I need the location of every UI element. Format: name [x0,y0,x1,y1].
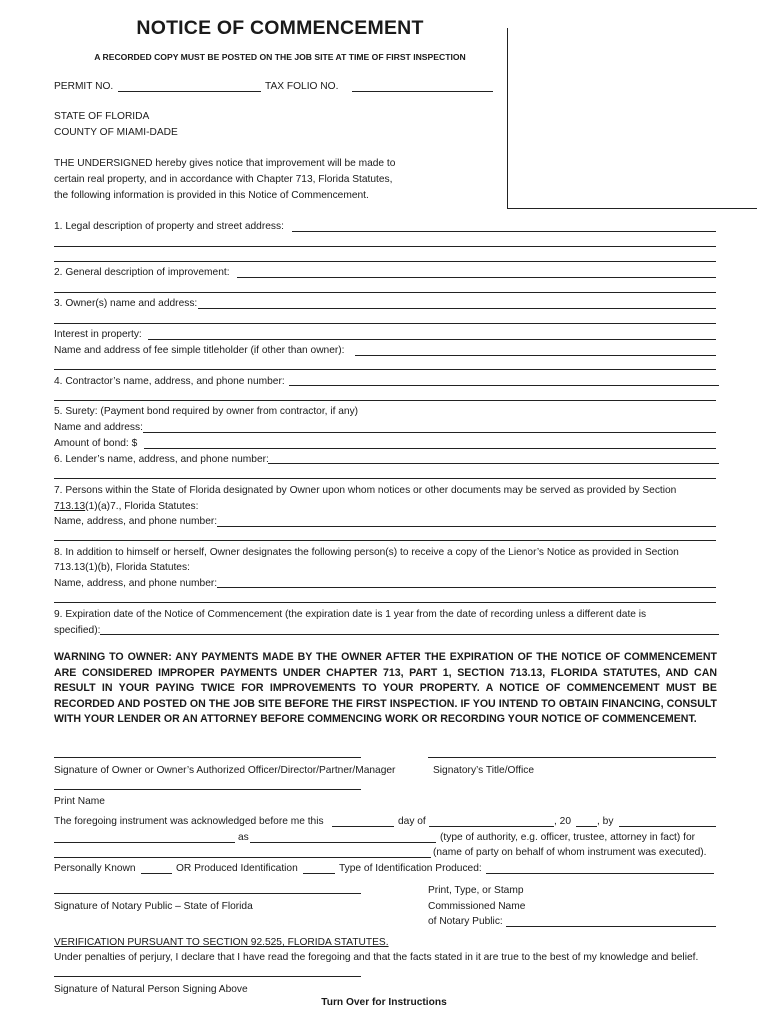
ack-year-field[interactable] [576,826,597,827]
item7-line-1: 7. Persons within the State of Florida designated by Owner upon whom notices or other documents may be served as provided by Section [54,485,677,496]
signatory-title-field[interactable] [428,757,716,758]
item8-field[interactable] [217,587,716,588]
ack-month-field[interactable] [429,826,554,827]
print-stamp-line-1: Print, Type, or Stamp [428,885,524,896]
recording-box-bottom-border [507,208,757,209]
item6-field-line-2[interactable] [54,478,716,479]
item5-amount-label: Amount of bond: $ [54,438,138,449]
fee-simple-field[interactable] [355,355,716,356]
warning-to-owner: WARNING TO OWNER: ANY PAYMENTS MADE BY THE OWNER AFTER THE EXPIRATION OF THE NOTICE OF COMMENCEMENT ARE CONSIDERED IMPROPER PAYMENTS UNDER CHAPTER 713, PART 1, SECTION 713.13, FLORIDA STATUTES, AND CAN RESULT IN YOUR PAYING TWICE FOR IMPROVEMENTS TO YOUR PROPERTY. A NOTICE OF COMMENCEMENT MUST BE RECORDED AND POSTED ON THE JOB SITE BEFORE THE FIRST INSPECTION. IF YOU INTEND TO OBTAIN FINANCING, CONSULT WITH YOUR LENDER OR AN ATTORNEY BEFORE COMMENCING WORK OR RECORDING YOUR NOTICE OF COMMENCEMENT. [54,651,717,726]
expiration-date-field[interactable] [100,634,719,635]
item8-line-1: 8. In addition to himself or herself, Owner designates the following person(s) to receive a copy of the Lienor’s Notice as provided in Section [54,547,679,558]
ack-day-label: day of [398,816,426,827]
document-subtitle: A RECORDED COPY MUST BE POSTED ON THE JOB SITE AT TIME OF FIRST INSPECTION [94,52,466,62]
owner-signature-label: Signature of Owner or Owner’s Authorized Officer/Director/Partner/Manager [54,765,396,776]
print-name-field[interactable] [54,789,361,790]
item9-line-1: 9. Expiration date of the Notice of Commencement (the expiration date is 1 year from the date of recording unless a different date is [54,609,647,620]
ack-name-field[interactable] [54,842,235,843]
natural-person-signature-field[interactable] [54,976,361,977]
item7-line-2 [54,500,198,513]
owner-signature-field[interactable] [54,757,361,758]
item2-field[interactable] [237,277,716,278]
county-label: COUNTY OF MIAMI-DADE [54,127,178,138]
type-id-field[interactable] [486,873,714,874]
item7-section-link[interactable]: 713.13 [54,501,86,512]
item7-name-label: Name, address, and phone number: [54,516,218,527]
intro-line-3: the following information is provided in this Notice of Commencement. [54,190,369,201]
item3-field-line-2[interactable] [54,323,716,324]
party-label: (name of party on behalf of whom instrument was executed). [433,847,707,858]
intro-line-2: certain real property, and in accordance with Chapter 713, Florida Statutes, [54,174,393,185]
ack-by-field[interactable] [619,826,716,827]
intro-line-1: THE UNDERSIGNED hereby gives notice that improvement will be made to [54,158,396,169]
item4-field-line-2[interactable] [54,400,716,401]
natural-person-signature-label: Signature of Natural Person Signing Above [54,984,248,995]
item8-line-2: 713.13(1)(b), Florida Statutes: [54,562,190,573]
state-label: STATE OF FLORIDA [54,111,150,122]
interest-field[interactable] [148,339,716,340]
recording-box-left-border [507,28,508,209]
notary-signature-field[interactable] [54,893,361,894]
item7-field[interactable] [217,526,716,527]
item5-label: 5. Surety: (Payment bond required by owner from contractor, if any) [54,406,359,417]
item4-label: 4. Contractor’s name, address, and phone number: [54,376,285,387]
item2-field-line-2[interactable] [54,292,716,293]
signatory-title-label: Signatory’s Title/Office [433,765,534,776]
ack-day-field[interactable] [332,826,394,827]
ack-by-label: , by [597,816,614,827]
item3-field[interactable] [198,308,716,309]
print-name-label: Print Name [54,796,105,807]
item3-label: 3. Owner(s) name and address: [54,298,198,309]
ack-start-label: The foregoing instrument was acknowledged before me this [54,816,324,827]
verification-text: Under penalties of perjury, I declare that I have read the foregoing and that the facts stated in it are true to the best of my knowledge and belief. [54,952,699,963]
type-id-label: Type of Identification Produced: [339,863,482,874]
folio-field[interactable] [352,91,493,92]
ack-year-label: , 20 [554,816,571,827]
item6-field[interactable] [268,463,719,464]
item7-line-2-rest: (1)(a)7., Florida Statutes: [85,501,199,512]
item1-label: 1. Legal description of property and street address: [54,221,284,232]
item4-field[interactable] [289,385,719,386]
bond-amount-field[interactable] [144,448,716,449]
notary-commission-field[interactable] [506,926,716,927]
item1-field-line-2[interactable] [54,246,716,247]
item2-label: 2. General description of improvement: [54,267,230,278]
interest-label: Interest in property: [54,329,142,340]
item7-field-line-2[interactable] [54,540,716,541]
verification-heading [54,936,389,949]
item5-name-label: Name and address: [54,422,143,433]
item9-line-2: specified): [54,625,101,636]
item6-label: 6. Lender’s name, address, and phone number: [54,454,269,465]
fee-simple-field-line-2[interactable] [54,369,716,370]
item1-field[interactable] [292,231,716,232]
item8-name-label: Name, address, and phone number: [54,578,218,589]
or-produced-label: OR Produced Identification [176,863,298,874]
turn-over-note: Turn Over for Instructions [321,997,447,1008]
item8-field-line-2[interactable] [54,602,716,603]
surety-name-field[interactable] [143,432,716,433]
verification-heading-text: VERIFICATION PURSUANT TO SECTION 92.525, FLORIDA STATUTES. [54,937,389,948]
as-label: as [238,832,249,843]
fee-simple-label: Name and address of fee simple titleholder (if other than owner): [54,345,345,356]
party-name-field[interactable] [54,857,431,858]
print-stamp-line-3: of Notary Public: [428,916,503,927]
authority-label: (type of authority, e.g. officer, trustee, attorney in fact) for [440,832,695,843]
produced-id-field[interactable] [303,873,335,874]
item1-field-line-3[interactable] [54,261,716,262]
print-stamp-line-2: Commissioned Name [428,901,526,912]
folio-label: TAX FOLIO NO. [265,81,339,92]
personally-known-label: Personally Known [54,863,136,874]
permit-label: PERMIT NO. [54,81,114,92]
notary-signature-label: Signature of Notary Public – State of Florida [54,901,253,912]
document-title: NOTICE OF COMMENCEMENT [136,17,424,39]
authority-type-field[interactable] [250,842,436,843]
permit-field[interactable] [118,91,261,92]
personally-known-field[interactable] [141,873,172,874]
